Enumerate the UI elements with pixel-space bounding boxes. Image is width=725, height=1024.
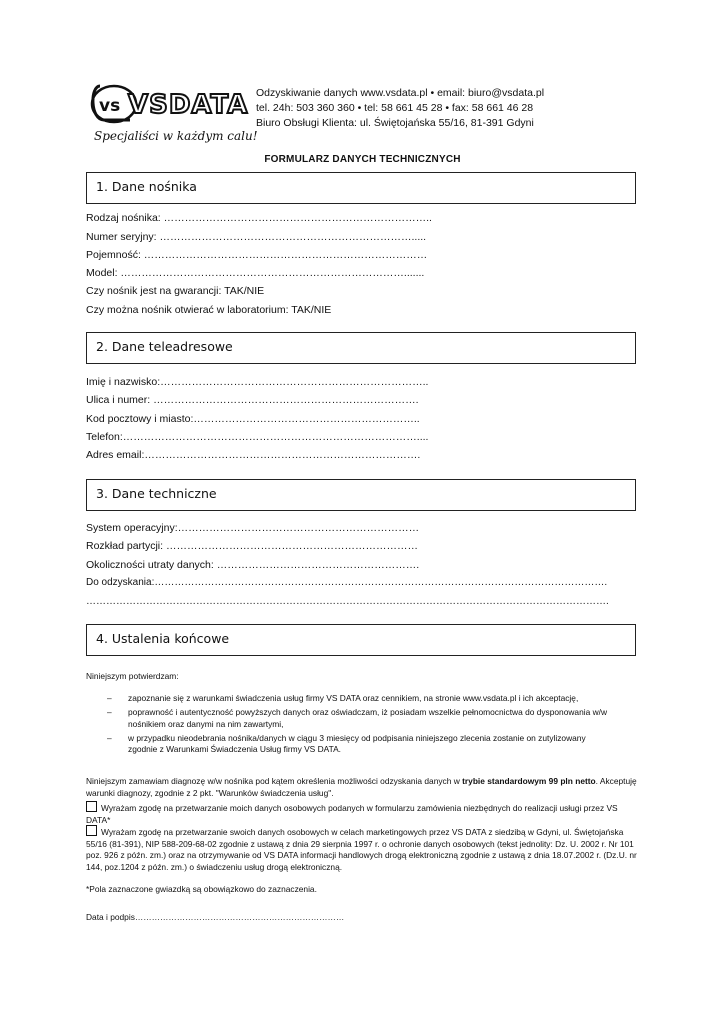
contact-info xyxy=(256,86,544,131)
section-1-header xyxy=(86,172,636,204)
field-loss-circumstances[interactable]: Okoliczności utraty danych: …………………………………………………. xyxy=(86,559,420,571)
field-postal-city[interactable]: Kod pocztowy i miasto:……………………………………………………….. xyxy=(86,413,420,425)
consent-marketing xyxy=(86,825,638,873)
section-4-header xyxy=(86,624,636,656)
company-logo xyxy=(86,80,258,150)
field-partition-layout[interactable]: Rozkład partycji: ……………………………………………………………… xyxy=(86,540,418,552)
contact-line-3: Biuro Obsługi Klienta: ul. Świętojańska 55/16, 81-391 Gdyni xyxy=(256,117,534,129)
field-capacity[interactable]: Pojemność: ……………………………………………………………………… xyxy=(86,249,428,261)
order-statement xyxy=(86,776,638,799)
section-2-header xyxy=(86,332,636,364)
field-street[interactable]: Ulica i numer: …………………………………………………………………. xyxy=(86,394,419,406)
field-open-in-lab[interactable]: Czy można nośnik otwierać w laboratorium: TAK/NIE xyxy=(86,304,332,316)
list-item: – zapoznanie się z warunkami świadczenia usług firmy VS DATA oraz cennikiem, na stronie www.vsdata.pl i ich akceptację, xyxy=(107,693,579,703)
field-to-recover[interactable]: Do odzyskania:………………………………………………………………………………………………………………………. xyxy=(86,577,608,588)
logo-brand-text: VSDATA xyxy=(128,90,249,120)
required-fields-note: *Pola zaznaczone gwiazdką są obowiązkowo do zaznaczenia. xyxy=(86,884,317,894)
consent-processing-text: Wyrażam zgodę na przetwarzanie moich danych osobowych podanych w formularzu zamówienia niezbędnych do realizacji usługi przez VS DATA* xyxy=(86,803,618,825)
field-serial-number[interactable]: Numer seryjny: ………………………………………………………………..... xyxy=(86,231,427,243)
field-email[interactable]: Adres email:……………………………………………………………………. xyxy=(86,449,421,461)
bullet-disposal: w przypadku nieodebrania nośnika/danych w ciągu 3 miesięcy od podpisania niniejszego zlecenia zostanie on zutylizowany zgodnie z Warunkami Świadczenia Usług firmy VS DATA. xyxy=(128,732,586,754)
order-mode-price: trybie standardowym 99 pln netto xyxy=(462,776,596,786)
field-media-type[interactable]: Rodzaj nośnika: ………………………………………………………………….. xyxy=(86,212,432,224)
field-full-name[interactable]: Imię i nazwisko:………………………………………………………………….. xyxy=(86,376,429,388)
consent-marketing-text: Wyrażam zgodę na przetwarzanie swoich danych osobowych w celach marketingowych przez VS DATA z siedzibą w Gdyni, ul. Świętojańska 55/16 (81-391), NIP 588-209-68-02 zgodnie z ustawą z dnia 29 sierpnia 1997 r. o ochronie danych osobowych (tekst jednolity: Dz. U. 2002 r. Nr 101 poz. 926 z późn. zm.) oraz na otrzymywanie od VS DATA informacji handlowych drogą elektroniczną zgodnie z ustawą z dnia 18.07.2002 r. (Dz.U. nr 144, poz.1204 z późn. zm.) o świadczeniu usług drogą elektroniczną. xyxy=(86,827,637,872)
bullet-terms: zapoznanie się z warunkami świadczenia usług firmy VS DATA oraz cennikiem, na stronie www.vsdata.pl i ich akceptację, xyxy=(128,693,579,703)
list-item: – poprawność i autentyczność powyższych danych oraz oświadczam, iż posiadam wszelkie pełnomocnictwa do dysponowania w/w nośnikiem oraz danymi na nim zawartymi, xyxy=(107,707,608,729)
order-text-start: Niniejszym zamawiam diagnozę w/w nośnika pod kątem określenia możliwości odzyskania danych w xyxy=(86,776,463,786)
consent-marketing-checkbox[interactable] xyxy=(86,825,97,836)
consent-processing xyxy=(86,801,638,826)
bullet-data-accuracy: poprawność i autentyczność powyższych danych oraz oświadczam, iż posiadam wszelkie pełnomocnictwa do dysponowania w/w nośnikiem oraz danymi na nim zawartymi, xyxy=(128,707,608,729)
order-text-end: . Akceptuję warunki diagnozy, zgodnie z 2 pkt. "Warunków świadczenia usług". xyxy=(86,776,637,798)
signature-field[interactable]: Data i podpis………………………………………………………………… xyxy=(86,912,345,922)
svg-text:vs: vs xyxy=(99,96,121,116)
field-model[interactable]: Model: ………………………………………………………………………....... xyxy=(86,267,425,279)
confirmation-list xyxy=(107,693,617,758)
section-2-heading: 2. Dane teleadresowe xyxy=(96,339,233,354)
document-title: FORMULARZ DANYCH TECHNICZNYCH xyxy=(264,154,461,165)
contact-line-2: tel. 24h: 503 360 360 • tel: 58 661 45 28 • fax: 58 661 46 28 xyxy=(256,102,534,114)
field-to-recover-continued[interactable]: …………………………………………………………………………………………………………………………………………. xyxy=(86,596,609,607)
consent-processing-checkbox[interactable] xyxy=(86,801,97,812)
confirmation-intro: Niniejszym potwierdzam: xyxy=(86,671,179,681)
list-item: – w przypadku nieodebrania nośnika/danych w ciągu 3 miesięcy od podpisania niniejszego zlecenia zostanie on zutylizowany zgodnie z Warunkami Świadczenia Usług firmy VS DATA. xyxy=(107,732,586,754)
logo-slogan: Specjaliści w każdym calu! xyxy=(94,129,258,143)
section-1-heading: 1. Dane nośnika xyxy=(96,179,197,194)
contact-line-1: Odzyskiwanie danych www.vsdata.pl • email: biuro@vsdata.pl xyxy=(256,87,545,99)
section-4-heading: 4. Ustalenia końcowe xyxy=(96,631,230,646)
field-operating-system[interactable]: System operacyjny:…………………………………………………………… xyxy=(86,522,420,534)
section-3-header xyxy=(86,479,636,511)
field-phone[interactable]: Telefon:………………………………………………………………………….... xyxy=(86,431,429,443)
section-3-heading: 3. Dane techniczne xyxy=(96,486,217,501)
field-warranty[interactable]: Czy nośnik jest na gwarancji: TAK/NIE xyxy=(86,285,265,297)
